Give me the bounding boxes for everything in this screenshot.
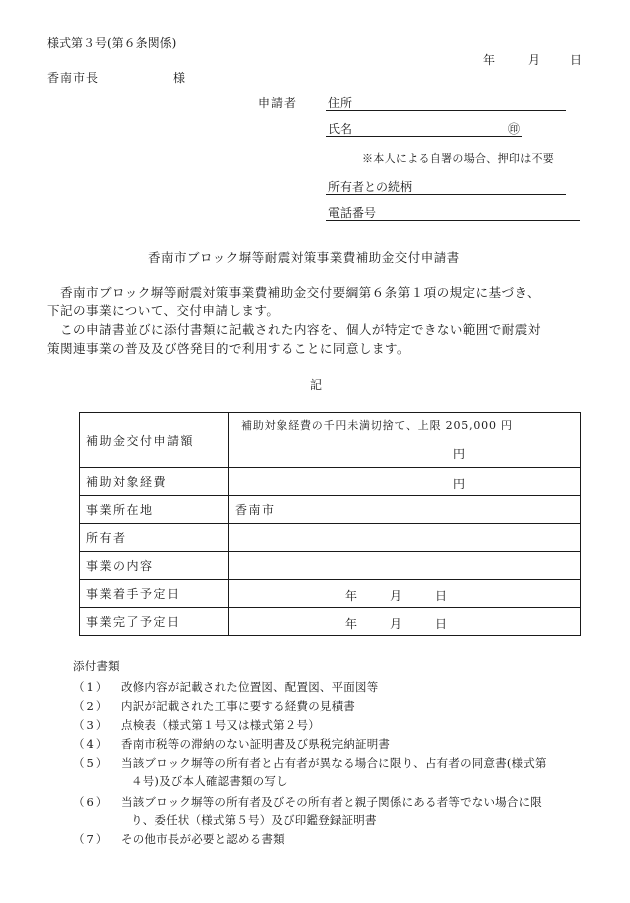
name-label: 氏名 <box>328 122 353 136</box>
signature-note: ※本人による自署の場合、押印は不要 <box>362 152 555 165</box>
attachment-number: （3） <box>73 718 110 732</box>
application-table <box>79 412 581 636</box>
attachment-text: 当該ブロック塀等の所有者及びその所有者と親子関係にある者等でない場合に限 <box>121 795 542 809</box>
date-year: 年 <box>345 588 359 603</box>
attachment-text: 内訳が記載された工事に要する経費の見積書 <box>121 699 355 713</box>
table-label: 補助金交付申請額 <box>80 413 229 468</box>
paragraph-1-line-1: 香南市ブロック塀等耐震対策事業費補助金交付要綱第６条第１項の規定に基づき、 <box>60 285 541 300</box>
attachment-number: （5） <box>73 756 110 770</box>
address-label: 住所 <box>328 96 353 110</box>
date-day: 日 <box>570 53 583 67</box>
table-label: 事業完了予定日 <box>80 608 229 636</box>
addressee: 香南市長 <box>47 71 100 85</box>
document-title: 香南市ブロック塀等耐震対策事業費補助金交付申請書 <box>148 250 460 265</box>
attachment-text: 香南市税等の滞納のない証明書及び県税完納証明書 <box>121 737 391 751</box>
table-label: 事業所在地 <box>80 496 229 524</box>
paragraph-1-line-2: 下記の事業について、交付申請します。 <box>47 303 280 318</box>
table-row <box>80 413 581 468</box>
attachment-text-continued: ４号)及び本人確認書類の写し <box>131 774 288 788</box>
applicant-label: 申請者 <box>258 96 298 110</box>
owner-cell[interactable] <box>229 524 581 552</box>
start-date-cell[interactable] <box>229 580 581 608</box>
date-year: 年 <box>345 616 359 631</box>
address-line[interactable] <box>326 110 566 111</box>
table-row <box>80 608 581 636</box>
table-row <box>80 580 581 608</box>
attachment-text: 当該ブロック塀等の所有者と占有者が異なる場合に限り、占有者の同意書(様式第 <box>121 756 547 770</box>
date-day: 日 <box>435 588 449 603</box>
table-row <box>80 468 581 496</box>
table-row <box>80 552 581 580</box>
attachment-number: （2） <box>73 699 110 713</box>
yen-unit: 円 <box>453 447 467 461</box>
relation-line[interactable] <box>326 194 566 195</box>
ki-mark: 記 <box>310 378 323 392</box>
completion-date-cell[interactable] <box>229 608 581 636</box>
attachment-number: （7） <box>73 832 110 846</box>
relation-label: 所有者との続柄 <box>328 180 413 194</box>
table-label: 事業着手予定日 <box>80 580 229 608</box>
yen-unit: 円 <box>453 476 467 491</box>
attachment-text: 改修内容が記載された位置図、配置図、平面図等 <box>121 680 379 694</box>
honorific: 様 <box>173 71 186 85</box>
table-row <box>80 496 581 524</box>
name-line[interactable] <box>326 136 522 137</box>
attachment-number: （4） <box>73 737 110 751</box>
table-label: 事業の内容 <box>80 552 229 580</box>
eligible-cost-cell[interactable] <box>229 468 581 496</box>
form-number: 様式第３号(第６条関係) <box>47 36 177 50</box>
date-year: 年 <box>483 53 496 67</box>
phone-line[interactable] <box>326 220 580 221</box>
date-day: 日 <box>435 616 449 631</box>
attachment-number: （1） <box>73 680 110 694</box>
attachment-text: その他市長が必要と認める書類 <box>121 832 285 846</box>
date-month: 月 <box>390 616 404 631</box>
location-cell[interactable]: 香南市 <box>229 496 581 524</box>
paragraph-2-line-2: 策関連事業の普及及び啓発目的で利用することに同意します。 <box>47 341 410 356</box>
paragraph-2-line-1: この申請書並びに添付書類に記載された内容を、個人が特定できない範囲で耐震対 <box>60 322 541 337</box>
date-month: 月 <box>390 588 404 603</box>
attachment-text-continued: り、委任状（様式第５号）及び印鑑登録証明書 <box>131 813 377 827</box>
attachment-number: （6） <box>73 795 110 809</box>
phone-label: 電話番号 <box>328 206 377 220</box>
date-month: 月 <box>528 53 541 67</box>
seal-mark: ㊞ <box>508 122 521 136</box>
table-label: 所有者 <box>80 524 229 552</box>
attachments-heading: 添付書類 <box>73 659 120 673</box>
project-content-cell[interactable] <box>229 552 581 580</box>
attachment-text: 点検表（様式第１号又は様式第２号） <box>121 718 320 732</box>
amount-note: 補助対象経費の千円未満切捨て、上限 205,000 円 <box>241 419 513 432</box>
table-row <box>80 524 581 552</box>
requested-amount-cell[interactable] <box>229 413 581 468</box>
table-label: 補助対象経費 <box>80 468 229 496</box>
